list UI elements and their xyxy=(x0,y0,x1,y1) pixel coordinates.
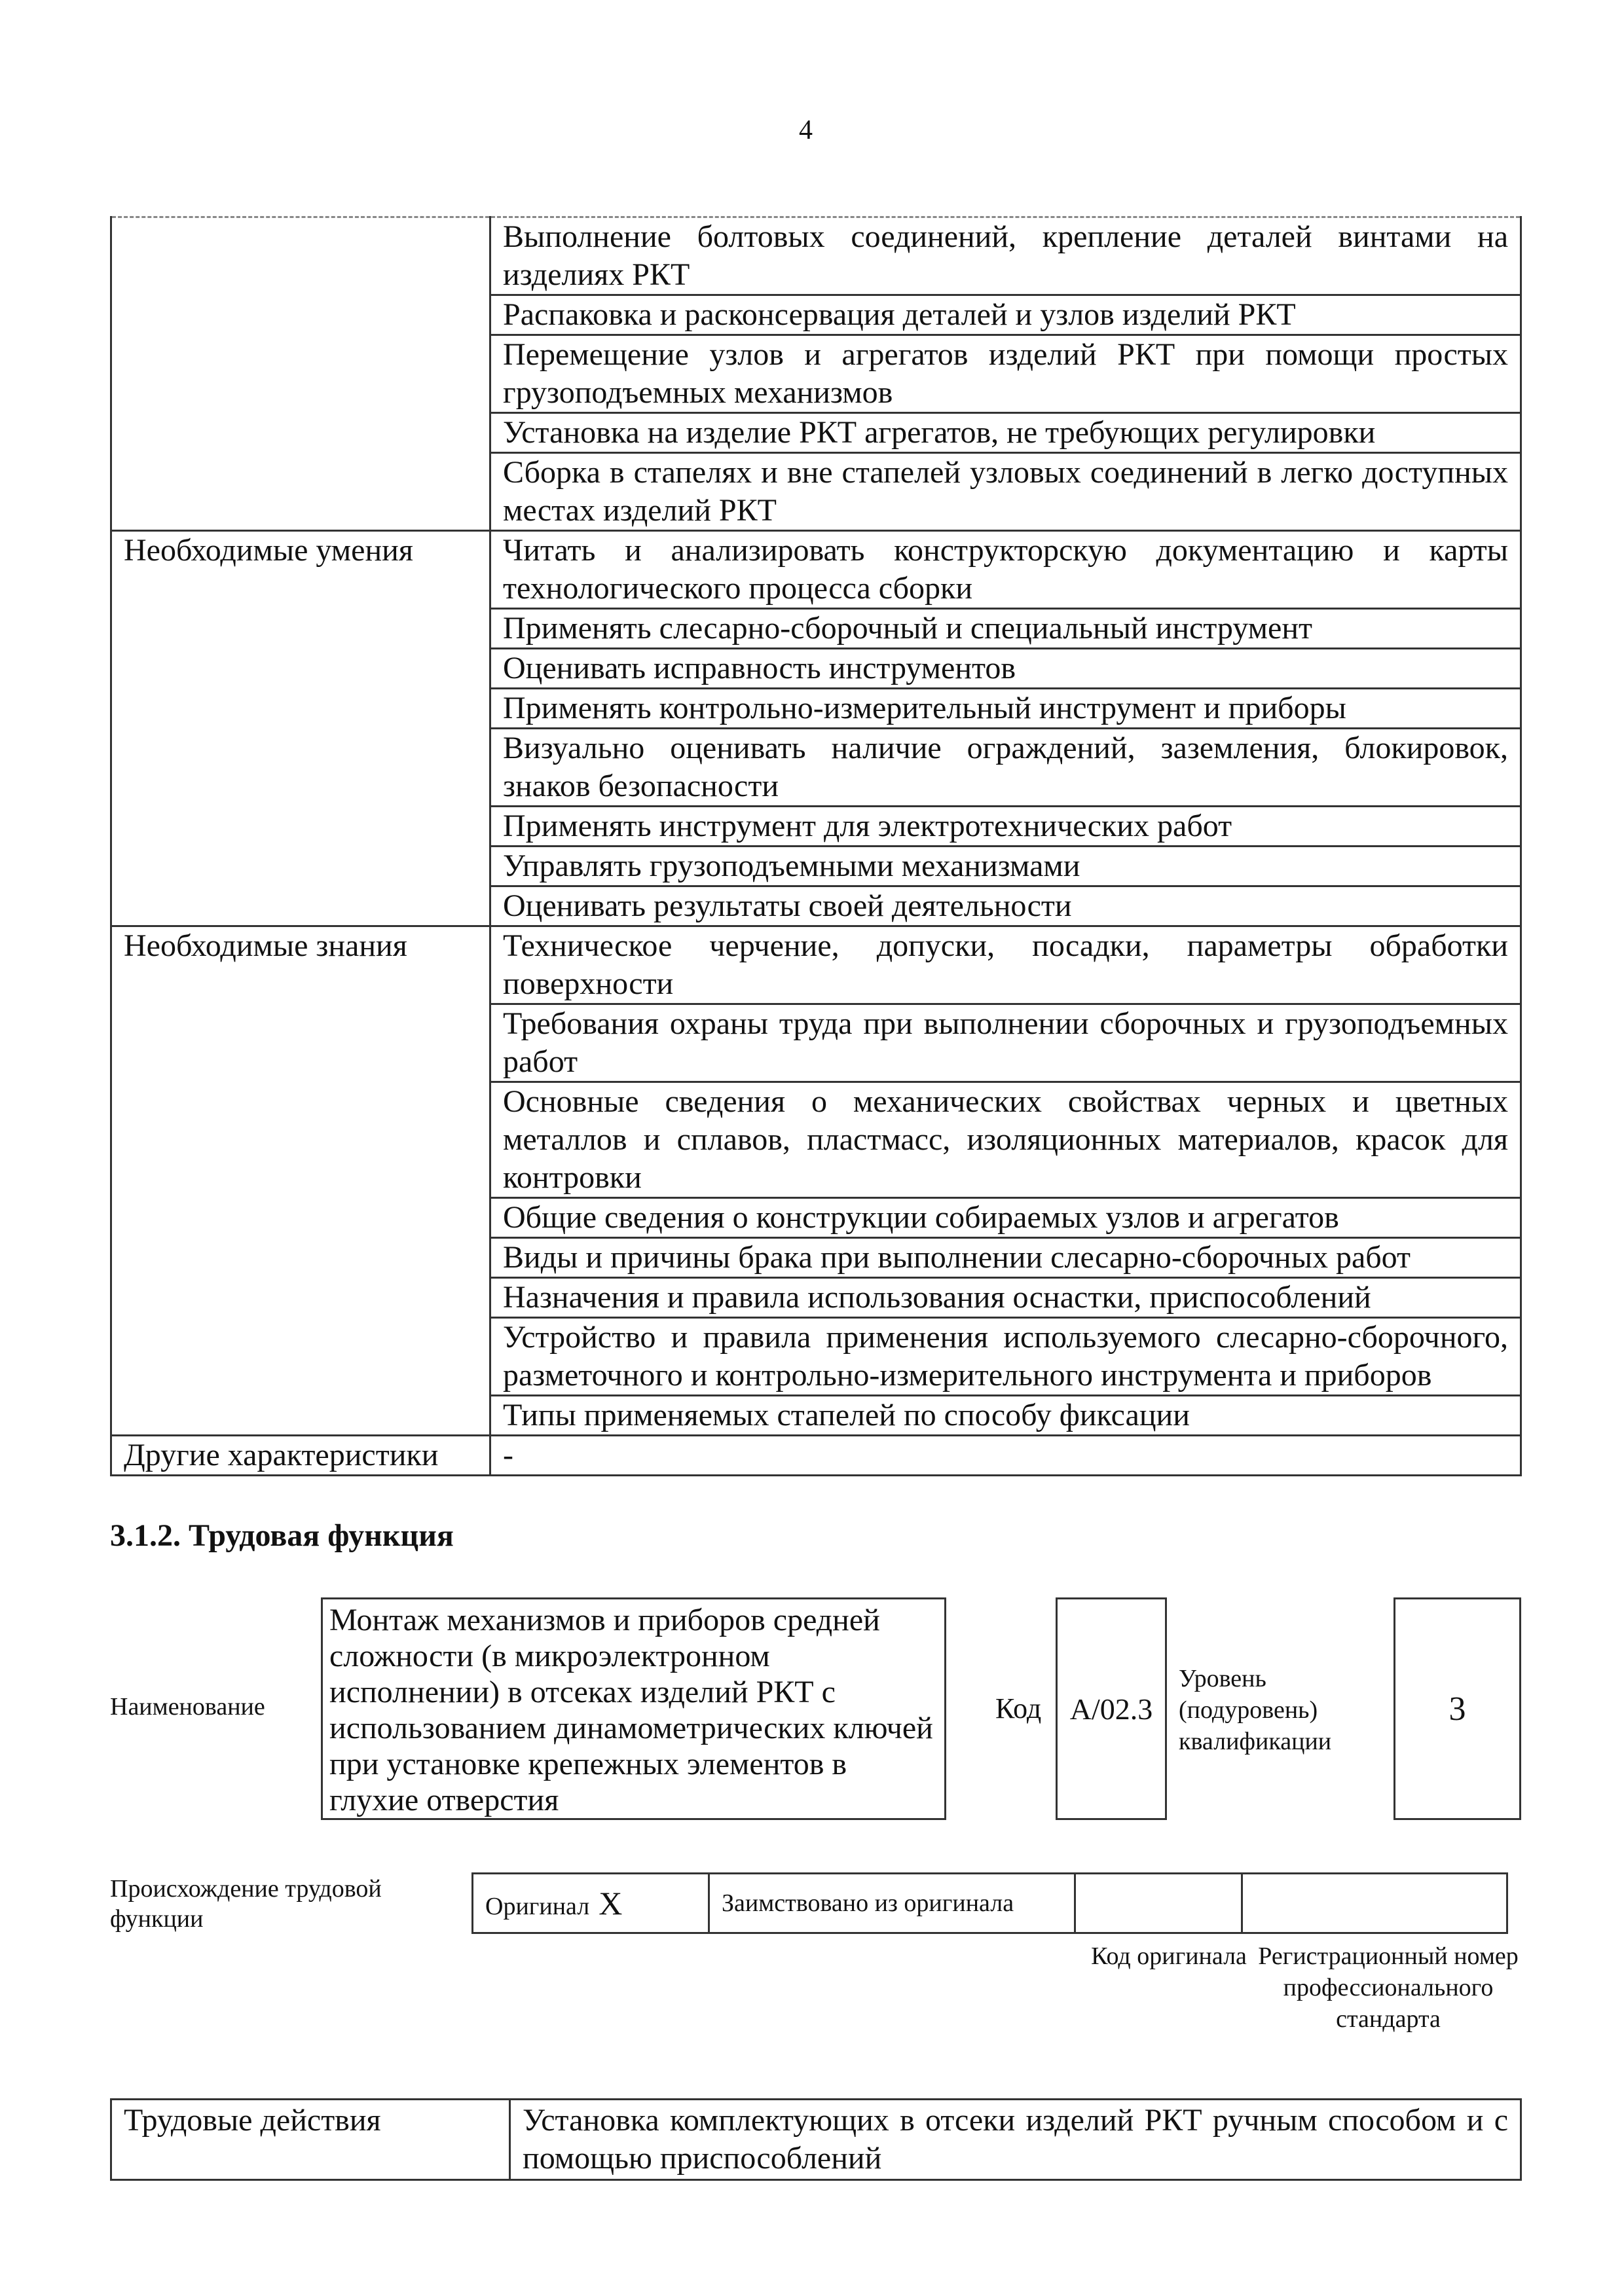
origin-original-mark: X xyxy=(599,1885,623,1922)
skill-row: Применять инструмент для электротехнических работ xyxy=(490,807,1521,847)
knowledge-row: Виды и причины брака при выполнении слесарно-сборочных работ xyxy=(490,1238,1521,1278)
skill-row: Управлять грузоподъемными механизмами xyxy=(490,847,1521,886)
knowledge-row: Техническое черчение, допуски, посадки, параметры обработки поверхности xyxy=(490,926,1521,1004)
origin-table xyxy=(471,1872,1508,1934)
origin-original-label: Оригинал xyxy=(485,1893,590,1920)
knowledge-row: Назначения и правила использования оснастки, приспособлений xyxy=(490,1278,1521,1318)
original-code-caption: Код оригинала xyxy=(1091,1942,1247,1970)
knowledge-row: Основные сведения о механических свойствах черных и цветных металлов и сплавов, пластмасс, изоляционных материалов, красок для контровки xyxy=(490,1082,1521,1198)
origin-original-cell xyxy=(473,1874,709,1933)
labor-action-row: Установка на изделие РКТ агрегатов, не требующих регулировки xyxy=(490,413,1521,453)
other-characteristics-label: Другие характеристики xyxy=(111,1436,490,1476)
knowledge-row: Типы применяемых стапелей по способу фиксации xyxy=(490,1396,1521,1436)
other-characteristics-value: - xyxy=(490,1436,1521,1476)
knowledge-row: Общие сведения о конструкции собираемых узлов и агрегатов xyxy=(490,1198,1521,1238)
labor-actions-table xyxy=(110,2098,1522,2181)
qualification-level-box: 3 xyxy=(1393,1597,1521,1820)
origin-code-cell xyxy=(1075,1874,1242,1933)
page-number: 4 xyxy=(799,115,813,145)
function-name-box: Монтаж механизмов и приборов средней сложности (в микроэлектронном исполнении) в отсеках изделий РКТ с использованием динамометрических ключей при установке крепежных элементов в глухие отверстия xyxy=(321,1597,946,1820)
skill-row: Оценивать результаты своей деятельности xyxy=(490,886,1521,926)
knowledge-row: Устройство и правила применения используемого слесарно-сборочного, разметочного и контрольно-измерительного инструмента и приборов xyxy=(490,1318,1521,1396)
origin-borrowed-label: Заимствовано из оригинала xyxy=(709,1874,1075,1933)
labor-action-row: Распаковка и расконсервация деталей и узлов изделий РКТ xyxy=(490,295,1521,335)
skill-row: Визуально оценивать наличие ограждений, заземления, блокировок, знаков безопасности xyxy=(490,729,1521,807)
origin-reg-number-cell xyxy=(1242,1874,1507,1933)
qualification-level-label: Уровень (подуровень) квалификации xyxy=(1179,1665,1332,1755)
function-code-box: А/02.3 xyxy=(1056,1597,1167,1820)
skill-row: Применять контрольно-измерительный инструмент и приборы xyxy=(490,689,1521,729)
knowledge-label: Необходимые знания xyxy=(111,926,490,1436)
function-code-label: Код xyxy=(995,1692,1042,1724)
registration-number-caption: Регистрационный номер профессионального стандарта xyxy=(1258,1942,1519,2033)
labor-action-row: Сборка в стапелях и вне стапелей узловых соединений в легко доступных местах изделий РКТ xyxy=(490,453,1521,531)
labor-actions-label-cell xyxy=(111,217,490,295)
labor-action-row: Перемещение узлов и агрегатов изделий РКТ при помощи простых грузоподъемных механизмов xyxy=(490,335,1521,413)
labor-actions-label: Трудовые действия xyxy=(111,2100,510,2180)
skill-row: Читать и анализировать конструкторскую документацию и карты технологического процесса сборки xyxy=(490,531,1521,609)
origin-label: Происхождение трудовой функции xyxy=(110,1875,382,1933)
skill-row: Применять слесарно-сборочный и специальный инструмент xyxy=(490,609,1521,649)
labor-actions-value: Установка комплектующих в отсеки изделий РКТ ручным способом и с помощью приспособлений xyxy=(510,2100,1521,2180)
section-title: 3.1.2. Трудовая функция xyxy=(110,1518,454,1553)
function-name-label: Наименование xyxy=(110,1693,265,1721)
knowledge-row: Требования охраны труда при выполнении сборочных и грузоподъемных работ xyxy=(490,1004,1521,1082)
skills-label: Необходимые умения xyxy=(111,531,490,926)
requirements-table xyxy=(110,216,1522,1476)
skill-row: Оценивать исправность инструментов xyxy=(490,649,1521,689)
labor-action-row: Выполнение болтовых соединений, крепление деталей винтами на изделиях РКТ xyxy=(490,217,1521,295)
